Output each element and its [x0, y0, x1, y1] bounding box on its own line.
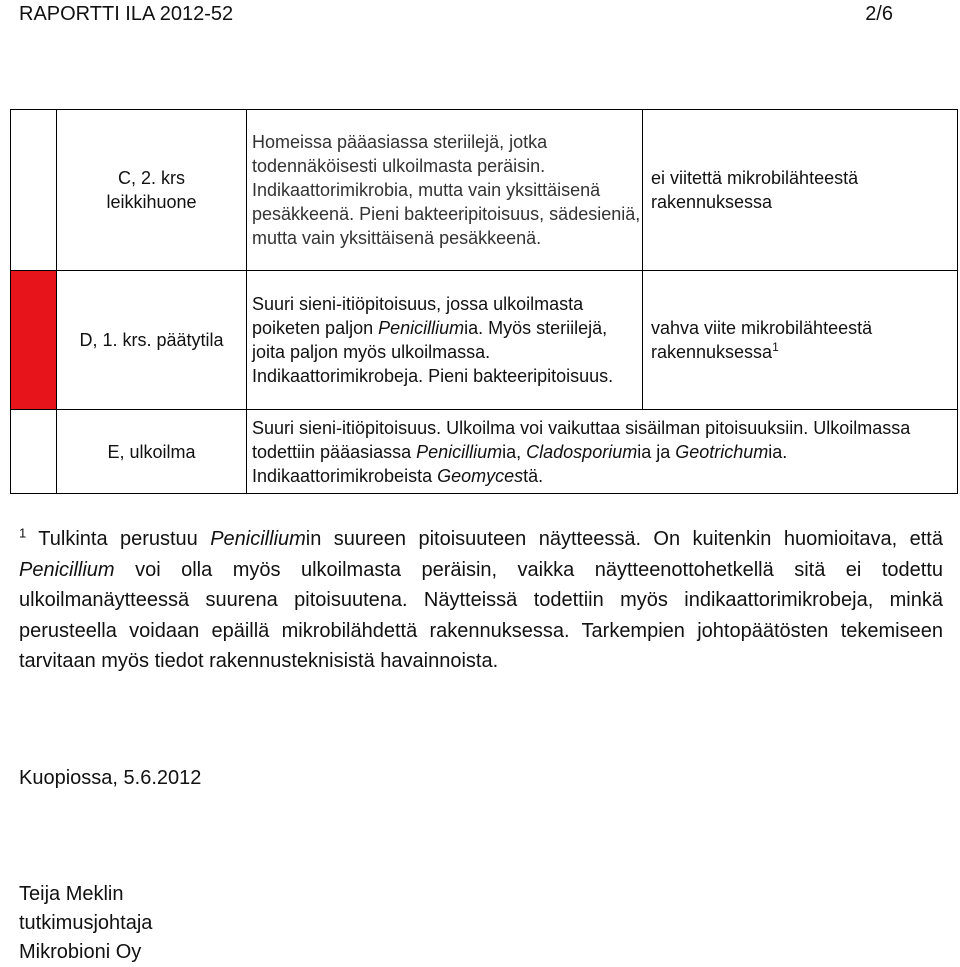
color-indicator-white [11, 110, 57, 271]
report-id: RAPORTTI ILA 2012-52 [19, 3, 234, 25]
conclusion: vahva viite mikrobilähteestä rakennuksessa$^1$ [643, 271, 958, 410]
results-table [10, 109, 958, 494]
signature-block [19, 880, 152, 967]
location-line: D, 1. krs. päätytila [79, 330, 224, 350]
table-row [11, 410, 958, 494]
outdoor-description: Suuri sieni-itiöpitoisuus. Ulkoilma voi vaikuttaa sisäilman pitoisuuksiin. Ulkoilmassa todettiin pääasiassa Penicilliumia, Cladosporiumia ja Geotrichumia. Indikaattorimikrobeista Geomycestä. [247, 410, 958, 494]
color-indicator-white [11, 410, 57, 494]
sample-description: Suuri sieni-itiöpitoisuus, jossa ulkoilmasta poiketen paljon Penicilliumia. Myös steriilejä, joita paljon myös ulkoilmassa. Indikaattorimikrobeja. Pieni bakteeripitoisuus. [247, 271, 643, 410]
company-name: Mikrobioni Oy [19, 941, 142, 963]
page-number: 2/6 [865, 3, 893, 25]
footnote: $^1$ Tulkinta perustuu Penicilliumin suureen pitoisuuteen näytteessä. On kuitenkin huomioitava, että Penicillium voi olla myös ulkoilmasta peräisin, vaikka näytteenottohetkellä sitä ei todettu ulkoilmanäytteessä suurena pitoisuutena. Näytteissä todettiin myös indikaattorimikrobeja, minkä perusteella voidaan epäillä mikrobilähdettä rakennuksessa. Tarkempien johtopäätösten tekemiseen tarvitaan myös tiedot rakennusteknisistä havainnoista. [19, 525, 943, 673]
signer-name: Teija Meklin [19, 883, 124, 905]
table-row [11, 271, 958, 410]
location-cell [57, 271, 247, 410]
location-line: C, 2. krs [117, 168, 185, 188]
location-cell [57, 410, 247, 494]
sample-description: Homeissa pääasiassa steriilejä, jotka todennäköisesti ulkoilmasta peräisin. Indikaattorimikrobia, mutta vain yksittäisenä pesäkkeenä. Pieni bakteeripitoisuus, sädesieniä, mutta vain yksittäisenä pesäkkeenä. [247, 110, 643, 271]
conclusion: ei viitettä mikrobilähteestä rakennuksessa [643, 110, 958, 271]
location-cell [57, 110, 247, 271]
location-line: leikkihuone [106, 192, 197, 212]
place-date: Kuopiossa, 5.6.2012 [19, 767, 202, 789]
signer-title: tutkimusjohtaja [19, 912, 153, 934]
footnote-marker: 1 [19, 525, 27, 541]
location-line: E, ulkoilma [107, 441, 196, 462]
color-indicator-red [11, 271, 57, 410]
table-row [11, 110, 958, 271]
footnote-ref: 1 [772, 340, 779, 354]
